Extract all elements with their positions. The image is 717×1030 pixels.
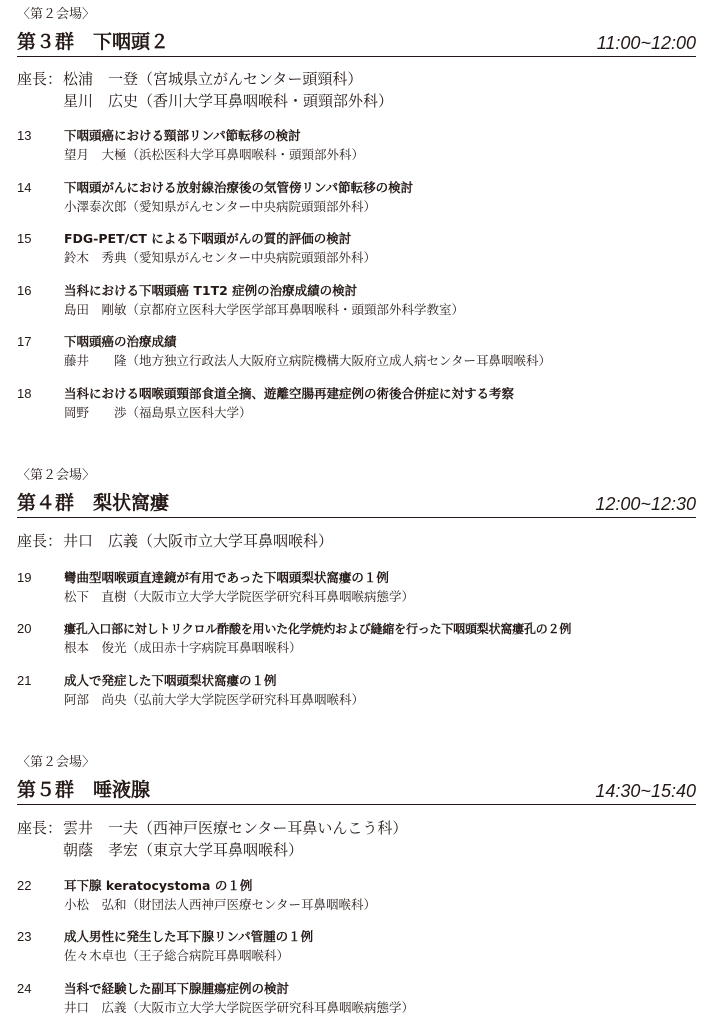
presentation-authors: 望月 大極（浜松医科大学耳鼻咽喉科・頭頸部外科）	[64, 147, 365, 162]
venue-label: 〈第２会場〉	[17, 468, 96, 483]
presentation-number: 13	[17, 128, 32, 143]
venue-label: 〈第２会場〉	[17, 755, 96, 770]
presentation-title: 耳下腺 keratocystoma の１例	[64, 878, 253, 893]
presentation-title: 下咽頭癌における頸部リンパ節転移の検討	[64, 128, 301, 143]
group-header	[17, 491, 696, 518]
presentation-title: 当科における咽喉頭頸部食道全摘、遊離空腸再建症例の術後合併症に対する考察	[64, 386, 515, 401]
presentation-number: 21	[17, 673, 32, 688]
chair-name: 松浦 一登（宮城県立がんセンター頭頸科）	[63, 70, 363, 88]
presentation-number: 17	[17, 334, 32, 349]
chair-name: 星川 広史（香川大学耳鼻咽喉科・頭頸部外科）	[63, 92, 394, 110]
presentation-authors: 岡野 渉（福島県立医科大学）	[64, 405, 252, 420]
presentation-title: 彎曲型咽喉頭直達鏡が有用であった下咽頭梨状窩瘻の１例	[64, 570, 389, 585]
group-time: 12:00~12:30	[595, 494, 696, 514]
group-time: 11:00~12:00	[596, 33, 696, 53]
presentation-number: 23	[17, 929, 32, 944]
presentation-title: FDG-PET/CT による下咽頭がんの質的評価の検討	[64, 231, 352, 246]
presentation-title: 成人男性に発生した耳下腺リンパ管腫の１例	[64, 929, 314, 944]
chair-prefix: 座長：	[17, 70, 63, 88]
group-header	[17, 778, 696, 805]
chair-name: 雲井 一夫（西神戸医療センター耳鼻いんこう科）	[63, 819, 408, 837]
group-title: 第５群 唾液腺	[17, 779, 151, 801]
presentation-authors: 小澤泰次郎（愛知県がんセンター中央病院頭頸部外科）	[64, 199, 377, 214]
chair-prefix: 座長：	[17, 532, 63, 550]
presentation-authors: 阿部 尚央（弘前大学大学院医学研究科耳鼻咽喉科）	[64, 692, 365, 707]
presentation-number: 18	[17, 386, 32, 401]
venue-label: 〈第２会場〉	[17, 7, 96, 22]
group-title: 第３群 下咽頭２	[17, 31, 170, 53]
presentation-authors: 島田 剛敏（京都府立医科大学医学部耳鼻咽喉科・頭頸部外科学教室）	[64, 302, 465, 317]
presentation-title: 下咽頭がんにおける放射線治療後の気管傍リンパ節転移の検討	[64, 180, 414, 195]
chair-name: 井口 広義（大阪市立大学耳鼻咽喉科）	[63, 532, 334, 550]
presentation-authors: 佐々木卓也（王子総合病院耳鼻咽喉科）	[64, 948, 290, 963]
presentation-number: 15	[17, 231, 32, 246]
group-header	[17, 30, 696, 57]
presentation-authors: 井口 広義（大阪市立大学大学院医学研究科耳鼻咽喉病態学）	[64, 1000, 415, 1015]
presentation-title: 下咽頭癌の治療成績	[64, 334, 177, 349]
presentation-authors: 小松 弘和（財団法人西神戸医療センター耳鼻咽喉科）	[64, 897, 377, 912]
presentation-title: 成人で発症した下咽頭梨状窩瘻の１例	[64, 673, 277, 688]
group-title: 第４群 梨状窩瘻	[17, 492, 170, 514]
presentation-authors: 根本 俊光（成田赤十字病院耳鼻咽喉科）	[64, 640, 302, 655]
presentation-authors: 藤井 隆（地方独立行政法人大阪府立病院機構大阪府立成人病センター耳鼻咽喉科）	[64, 353, 552, 368]
presentation-title: 瘻孔入口部に対しトリクロル酢酸を用いた化学焼灼および縫縮を行った下咽頭梨状窩瘻孔の２例	[64, 622, 572, 636]
presentation-number: 16	[17, 283, 32, 298]
presentation-number: 24	[17, 981, 32, 996]
presentation-number: 20	[17, 621, 32, 636]
presentation-number: 14	[17, 180, 32, 195]
presentation-authors: 鈴木 秀典（愛知県がんセンター中央病院頭頸部外科）	[64, 250, 377, 265]
presentation-number: 22	[17, 878, 32, 893]
group-time: 14:30~15:40	[595, 781, 696, 801]
chair-prefix: 座長：	[17, 819, 63, 837]
chair-name: 朝蔭 孝宏（東京大学耳鼻咽喉科）	[63, 841, 304, 859]
presentation-authors: 松下 直樹（大阪市立大学大学院医学研究科耳鼻咽喉病態学）	[64, 589, 415, 604]
presentation-number: 19	[17, 570, 32, 585]
presentation-title: 当科における下咽頭癌 T1T2 症例の治療成績の検討	[64, 283, 358, 298]
presentation-title: 当科で経験した副耳下腺腫瘍症例の検討	[64, 981, 290, 996]
